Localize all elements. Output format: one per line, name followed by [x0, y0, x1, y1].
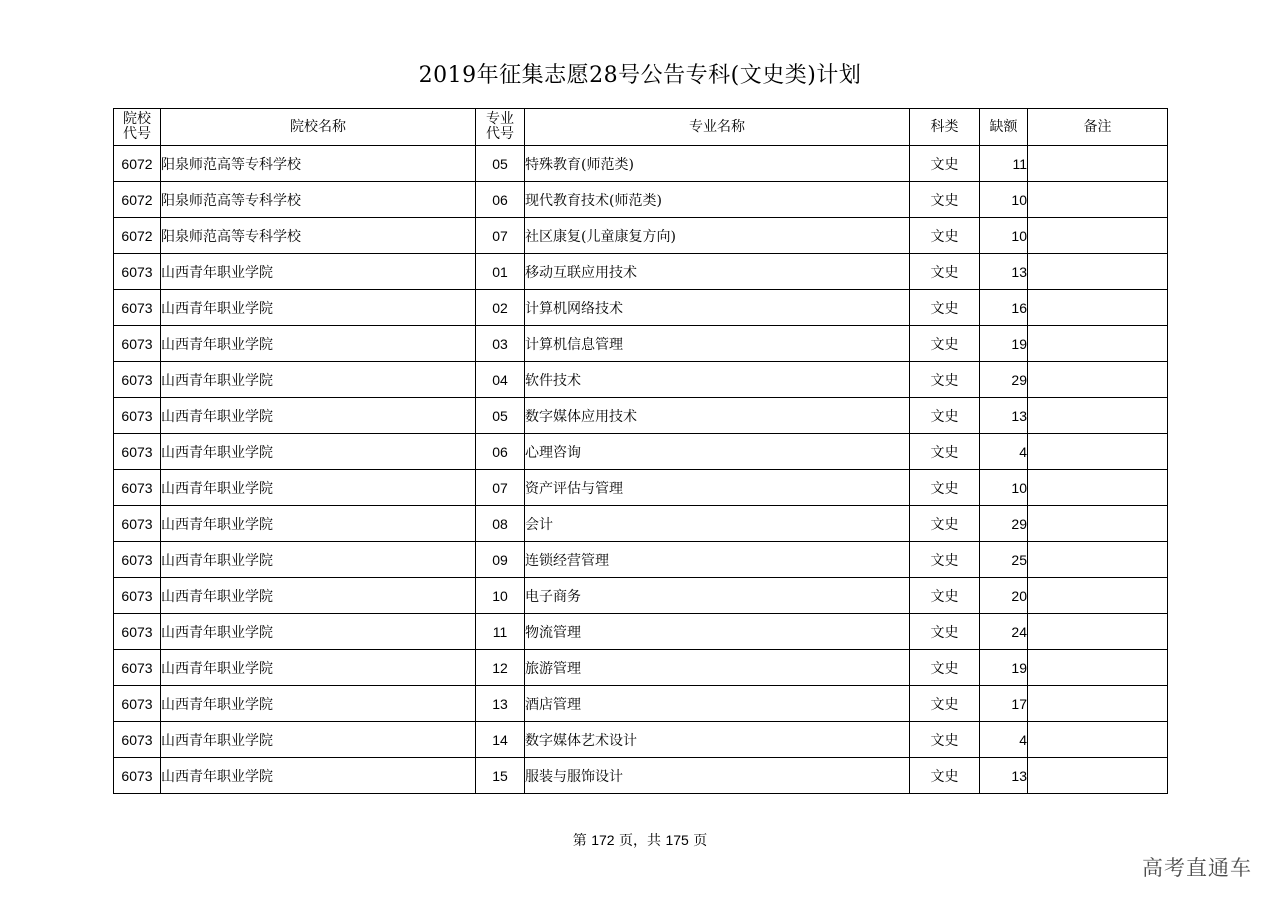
cell-category: 文史 — [910, 362, 980, 398]
cell-remarks — [1028, 470, 1168, 506]
cell-vacancy: 13 — [980, 254, 1028, 290]
cell-school-name: 山西青年职业学院 — [161, 398, 476, 434]
cell-category: 文史 — [910, 182, 980, 218]
cell-vacancy: 4 — [980, 722, 1028, 758]
table-row — [114, 650, 1168, 686]
cell-school-code: 6072 — [114, 146, 161, 182]
cell-school-name: 山西青年职业学院 — [161, 506, 476, 542]
cell-school-code: 6073 — [114, 542, 161, 578]
cell-major-code: 03 — [476, 326, 525, 362]
cell-remarks — [1028, 542, 1168, 578]
cell-remarks — [1028, 578, 1168, 614]
cell-school-name: 山西青年职业学院 — [161, 578, 476, 614]
enrollment-plan-table — [113, 108, 1168, 794]
cell-category: 文史 — [910, 542, 980, 578]
cell-school-name: 阳泉师范高等专科学校 — [161, 182, 476, 218]
cell-category: 文史 — [910, 722, 980, 758]
cell-major-name: 电子商务 — [525, 578, 910, 614]
header-school-name: 院校名称 — [161, 109, 476, 146]
cell-school-code: 6073 — [114, 470, 161, 506]
header-remarks: 备注 — [1028, 109, 1168, 146]
table-row — [114, 470, 1168, 506]
cell-vacancy: 13 — [980, 398, 1028, 434]
cell-category: 文史 — [910, 398, 980, 434]
header-major-code — [476, 109, 525, 146]
table-row — [114, 326, 1168, 362]
cell-major-code: 12 — [476, 650, 525, 686]
header-major-name: 专业名称 — [525, 109, 910, 146]
header-vacancy: 缺额 — [980, 109, 1028, 146]
cell-major-code: 04 — [476, 362, 525, 398]
cell-remarks — [1028, 362, 1168, 398]
cell-school-name: 山西青年职业学院 — [161, 362, 476, 398]
cell-remarks — [1028, 146, 1168, 182]
cell-vacancy: 10 — [980, 182, 1028, 218]
cell-major-name: 现代教育技术(师范类) — [525, 182, 910, 218]
cell-major-code: 02 — [476, 290, 525, 326]
cell-school-name: 山西青年职业学院 — [161, 722, 476, 758]
cell-school-name: 阳泉师范高等专科学校 — [161, 146, 476, 182]
cell-category: 文史 — [910, 470, 980, 506]
cell-school-name: 山西青年职业学院 — [161, 614, 476, 650]
footer-total-pages: 175 — [665, 832, 689, 848]
cell-school-code: 6073 — [114, 650, 161, 686]
cell-school-name: 山西青年职业学院 — [161, 686, 476, 722]
cell-school-name: 山西青年职业学院 — [161, 326, 476, 362]
cell-vacancy: 29 — [980, 506, 1028, 542]
cell-vacancy: 20 — [980, 578, 1028, 614]
cell-major-name: 数字媒体应用技术 — [525, 398, 910, 434]
cell-category: 文史 — [910, 254, 980, 290]
cell-major-name: 会计 — [525, 506, 910, 542]
cell-school-code: 6073 — [114, 758, 161, 794]
cell-major-code: 09 — [476, 542, 525, 578]
cell-major-code: 10 — [476, 578, 525, 614]
table-row — [114, 722, 1168, 758]
table-row — [114, 146, 1168, 182]
cell-major-code: 07 — [476, 470, 525, 506]
cell-major-name: 数字媒体艺术设计 — [525, 722, 910, 758]
cell-school-name: 山西青年职业学院 — [161, 758, 476, 794]
cell-remarks — [1028, 686, 1168, 722]
cell-major-name: 旅游管理 — [525, 650, 910, 686]
table-row — [114, 578, 1168, 614]
cell-school-code: 6072 — [114, 182, 161, 218]
cell-category: 文史 — [910, 758, 980, 794]
cell-vacancy: 25 — [980, 542, 1028, 578]
table-row — [114, 758, 1168, 794]
table-row — [114, 434, 1168, 470]
cell-major-code: 14 — [476, 722, 525, 758]
header-school-code-line2: 代号 — [123, 126, 151, 142]
cell-category: 文史 — [910, 218, 980, 254]
cell-remarks — [1028, 506, 1168, 542]
cell-category: 文史 — [910, 686, 980, 722]
cell-major-name: 连锁经营管理 — [525, 542, 910, 578]
cell-vacancy: 19 — [980, 326, 1028, 362]
cell-vacancy: 11 — [980, 146, 1028, 182]
cell-major-name: 计算机信息管理 — [525, 326, 910, 362]
table-row — [114, 362, 1168, 398]
cell-school-code: 6073 — [114, 398, 161, 434]
watermark-logo-text: 高考直通车 — [1142, 856, 1252, 880]
footer-prefix: 第 — [572, 833, 587, 849]
cell-major-code: 05 — [476, 398, 525, 434]
table-row — [114, 290, 1168, 326]
table-body — [114, 146, 1168, 794]
table-row — [114, 614, 1168, 650]
page-footer — [0, 830, 1280, 850]
cell-school-name: 山西青年职业学院 — [161, 650, 476, 686]
cell-category: 文史 — [910, 434, 980, 470]
cell-remarks — [1028, 326, 1168, 362]
cell-major-name: 心理咨询 — [525, 434, 910, 470]
cell-remarks — [1028, 398, 1168, 434]
cell-vacancy: 24 — [980, 614, 1028, 650]
cell-school-code: 6073 — [114, 578, 161, 614]
cell-major-code: 06 — [476, 182, 525, 218]
cell-major-name: 酒店管理 — [525, 686, 910, 722]
cell-major-name: 软件技术 — [525, 362, 910, 398]
cell-category: 文史 — [910, 146, 980, 182]
cell-school-code: 6073 — [114, 614, 161, 650]
cell-category: 文史 — [910, 578, 980, 614]
cell-school-code: 6073 — [114, 326, 161, 362]
cell-remarks — [1028, 650, 1168, 686]
cell-major-name: 特殊教育(师范类) — [525, 146, 910, 182]
cell-school-code: 6073 — [114, 254, 161, 290]
table-header-row — [114, 109, 1168, 146]
table-row — [114, 218, 1168, 254]
cell-remarks — [1028, 290, 1168, 326]
cell-remarks — [1028, 614, 1168, 650]
cell-category: 文史 — [910, 614, 980, 650]
table-row — [114, 398, 1168, 434]
cell-category: 文史 — [910, 290, 980, 326]
cell-major-code: 05 — [476, 146, 525, 182]
cell-category: 文史 — [910, 326, 980, 362]
cell-school-code: 6073 — [114, 290, 161, 326]
cell-major-code: 15 — [476, 758, 525, 794]
cell-vacancy: 10 — [980, 218, 1028, 254]
cell-vacancy: 17 — [980, 686, 1028, 722]
cell-major-name: 资产评估与管理 — [525, 470, 910, 506]
header-school-code-line1: 院校 — [123, 111, 151, 127]
cell-school-name: 山西青年职业学院 — [161, 434, 476, 470]
cell-category: 文史 — [910, 650, 980, 686]
cell-major-name: 计算机网络技术 — [525, 290, 910, 326]
cell-school-code: 6073 — [114, 362, 161, 398]
cell-vacancy: 29 — [980, 362, 1028, 398]
header-school-code — [114, 109, 161, 146]
cell-remarks — [1028, 722, 1168, 758]
cell-major-name: 社区康复(儿童康复方向) — [525, 218, 910, 254]
cell-school-name: 山西青年职业学院 — [161, 542, 476, 578]
cell-school-code: 6073 — [114, 506, 161, 542]
cell-major-code: 13 — [476, 686, 525, 722]
header-major-code-line2: 代号 — [486, 126, 514, 142]
cell-vacancy: 4 — [980, 434, 1028, 470]
cell-remarks — [1028, 434, 1168, 470]
cell-major-name: 物流管理 — [525, 614, 910, 650]
table-row — [114, 254, 1168, 290]
cell-school-name: 山西青年职业学院 — [161, 470, 476, 506]
cell-remarks — [1028, 218, 1168, 254]
cell-category: 文史 — [910, 506, 980, 542]
table-row — [114, 506, 1168, 542]
cell-major-code: 11 — [476, 614, 525, 650]
cell-major-name: 服装与服饰设计 — [525, 758, 910, 794]
cell-remarks — [1028, 758, 1168, 794]
cell-major-name: 移动互联应用技术 — [525, 254, 910, 290]
cell-vacancy: 19 — [980, 650, 1028, 686]
footer-middle: 页，共 — [619, 833, 661, 849]
header-category: 科类 — [910, 109, 980, 146]
table-row — [114, 182, 1168, 218]
table-row — [114, 686, 1168, 722]
cell-vacancy: 13 — [980, 758, 1028, 794]
cell-vacancy: 10 — [980, 470, 1028, 506]
cell-remarks — [1028, 182, 1168, 218]
cell-school-name: 山西青年职业学院 — [161, 290, 476, 326]
cell-major-code: 06 — [476, 434, 525, 470]
cell-school-code: 6073 — [114, 686, 161, 722]
footer-current-page: 172 — [591, 832, 615, 848]
footer-suffix: 页 — [693, 833, 708, 849]
cell-remarks — [1028, 254, 1168, 290]
header-major-code-line1: 专业 — [486, 111, 514, 127]
cell-major-code: 08 — [476, 506, 525, 542]
table-row — [114, 542, 1168, 578]
cell-school-code: 6072 — [114, 218, 161, 254]
cell-major-code: 07 — [476, 218, 525, 254]
cell-vacancy: 16 — [980, 290, 1028, 326]
cell-school-code: 6073 — [114, 722, 161, 758]
page-title: 2019年征集志愿28号公告专科(文史类)计划 — [418, 63, 862, 88]
cell-school-name: 山西青年职业学院 — [161, 254, 476, 290]
cell-major-code: 01 — [476, 254, 525, 290]
cell-school-name: 阳泉师范高等专科学校 — [161, 218, 476, 254]
cell-school-code: 6073 — [114, 434, 161, 470]
